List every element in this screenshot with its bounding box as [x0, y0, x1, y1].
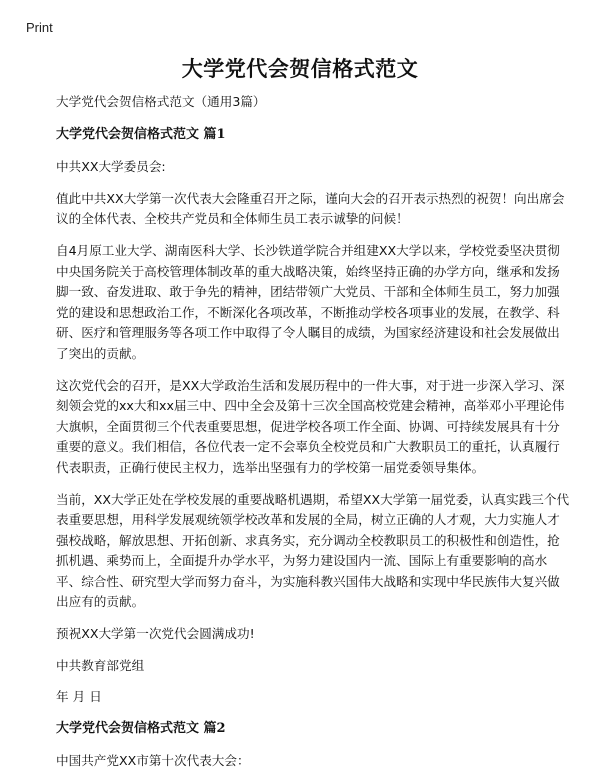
date-line: 年 月 日	[56, 689, 102, 705]
section-heading-2: 大学党代会贺信格式范文 篇2	[56, 720, 226, 736]
document-title: 大学党代会贺信格式范文	[181, 56, 419, 81]
print-link[interactable]: Print	[26, 20, 53, 35]
section-heading-1: 大学党代会贺信格式范文 篇1	[56, 126, 226, 142]
paragraph: 预祝XX大学第一次党代会圆满成功!	[56, 626, 255, 642]
paragraph: 这次党代会的召开，是XX大学政治生活和发展历程中的一件大事，对于进一步深入学习、深刻领会党的xx大和xx届三中、四中全会及第十三次全国高校党建会精神，高举邓小平理论伟大旗帜，全面贯彻三个代表重要思想，促进学校各项工作全面、协调、可持续发展具有十分重要的意义。我们相信，各位代表一定不会辜负全校党员和广大教职员工的重托，认真履行代表职责，正确行使民主权力，选举出坚强有力的学校第一届党委领导集体。	[56, 377, 565, 475]
salutation-2: 中国共产党XX市第十次代表大会：	[56, 753, 250, 769]
document-body	[56, 92, 570, 783]
salutation-1: 中共XX大学委员会:	[56, 159, 166, 175]
signature: 中共教育部党组	[56, 657, 145, 673]
paragraph: 当前，XX大学正处在学校发展的重要战略机遇期，希望XX大学第一届党委，认真实践三个代表重要思想，用科学发展观统领学校改革和发展的全局，树立正确的人才观，大力实施人才强校战略，解放思想、开拓创新、求真务实，充分调动全校教职员工的积极性和创造性，抢抓机遇、乘势而上，全面提升办学水平，为努力建设国内一流、国际上有重要影响的高水平、综合性、研究型大学而努力奋斗，为实施科教兴国伟大战略和实现中华民族伟大复兴做出应有的贡献。	[56, 491, 570, 610]
paragraph: 自4月原工业大学、湖南医科大学、长沙铁道学院合并组建XX大学以来，学校党委坚决贯彻中央国务院关于高校管理体制改革的重大战略决策，始终坚持正确的办学方向，继承和发扬脚一致、奋发进取、敢于争先的精神，团结带领广大党员、干部和全体师生员工，努力加强党的建设和思想政治工作，不断深化各项改革，不断推动学校各项事业的发展，在教学、科研、医疗和管理服务等各项工作中取得了令人瞩目的成绩，为国家经济建设和社会发展做出了突出的贡献。	[56, 242, 560, 361]
paragraph: 值此中共XX大学第一次代表大会隆重召开之际，谨向大会的召开表示热烈的祝贺！向出席会议的全体代表、全校共产党员和全体师生员工表示诚挚的问候！	[56, 190, 565, 227]
document-subtitle: 大学党代会贺信格式范文（通用3篇）	[56, 94, 266, 109]
